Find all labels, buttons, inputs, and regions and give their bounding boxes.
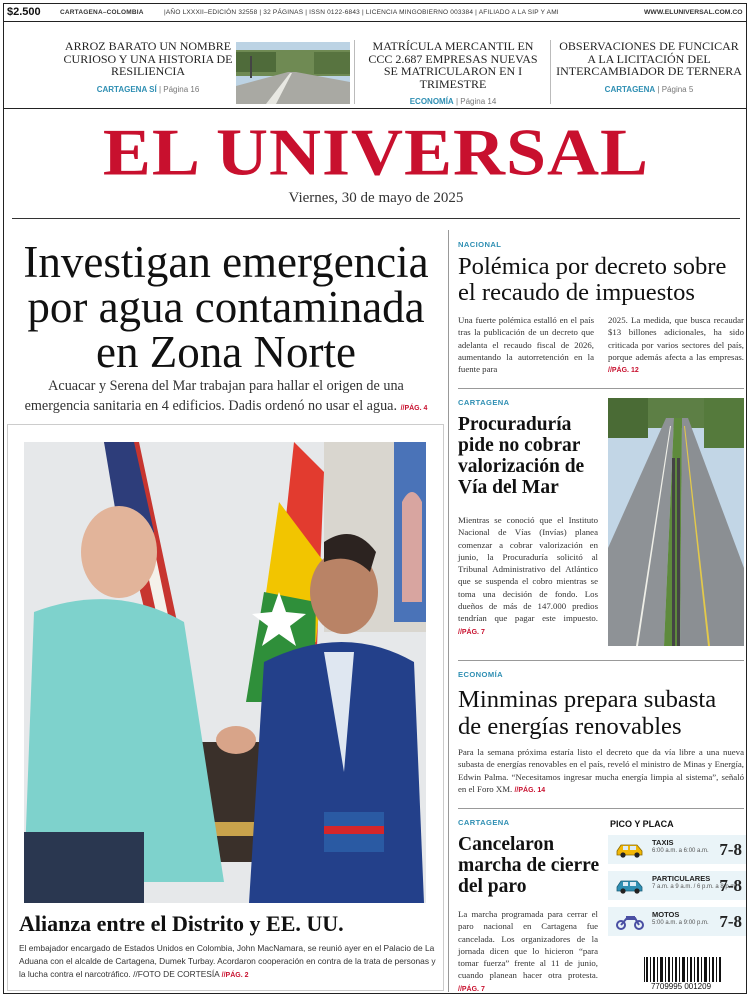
- edition-info: |AÑO LXXXII–EDICIÓN 32558 | 32 PÁGINAS | ISSN 0122-6843 | LICENCIA MINGOBIERNO 003384 | AFILIADO A LA SIP Y AMI: [164, 9, 559, 16]
- barcode-number: 7709995 001209: [636, 982, 726, 991]
- motorcycle-icon: [614, 912, 646, 930]
- teaser-arroz-barato[interactable]: [60, 40, 236, 96]
- pico-y-placa-box: [608, 819, 746, 945]
- city-label: CARTAGENA–COLOMBIA: [60, 9, 144, 16]
- photo-caption: [19, 942, 439, 982]
- handshake-photo[interactable]: [24, 442, 426, 903]
- national-body-col2: [608, 314, 744, 377]
- kicker-economia: ECONOMÍA: [458, 670, 503, 679]
- pyp-row-particulares: [608, 871, 746, 900]
- pyp-label: PARTICULARES: [652, 874, 711, 883]
- procuraduria-headline[interactable]: Procuraduría pide no cobrar valorización de Vía del Mar: [458, 414, 585, 498]
- front-page: [3, 3, 747, 994]
- page-ref[interactable]: //PÁG. 12: [608, 367, 639, 375]
- teaser-section: ECONOMÍA: [409, 97, 454, 106]
- national-headline[interactable]: Polémica por decreto sobre el recaudo de impuestos: [458, 253, 727, 306]
- lead-headline[interactable]: Investigan emergencia por agua contaminada en Zona Norte: [23, 237, 429, 377]
- pyp-label: TAXIS: [652, 838, 674, 847]
- dateline: Viernes, 30 de mayo de 2025: [288, 190, 464, 206]
- pyp-hours: 6:00 a.m. a 6:00 a.m.: [652, 848, 709, 854]
- highway-illustration: [608, 398, 744, 646]
- page-ref[interactable]: //PÁG. 7: [458, 628, 485, 636]
- lead-subtitle-text: Acuacar y Serena del Mar trabajan para hallar el origen de una emergencia sanitaria en 4 edificios. Dadis ordenó no usar el agua.: [24, 378, 404, 414]
- caption-text: El embajador encargado de Estados Unidos en Colombia, John MacNamara, se reunió ayer en el Palacio de La Aduana con el alcalde de Cartagena, Dumek Turbay. Acordaron cooperación en contra de la trata de personas y la lucha contra el narcotráfico.: [19, 943, 436, 979]
- pyp-hours: 7 a.m. a 9 a.m. / 6 p.m. a 8 p.m.: [652, 884, 738, 890]
- road-photo-thumb: [236, 42, 350, 104]
- teaser-funcicar[interactable]: [556, 40, 742, 96]
- page-ref[interactable]: //PÁG. 4: [400, 405, 428, 412]
- page-ref[interactable]: //PÁG. 7: [458, 985, 485, 993]
- teaser-matricula[interactable]: [360, 40, 546, 109]
- pyp-row-motos: [608, 907, 746, 936]
- lead-subtitle: [16, 376, 436, 419]
- taxi-icon: [614, 840, 646, 858]
- kicker-cartagena: CARTAGENA: [458, 398, 510, 407]
- paro-body: [458, 908, 598, 994]
- photo-credit: //FOTO DE CORTESÍA: [133, 969, 220, 979]
- teaser-title: ARROZ BARATO UN NOMBRE CURIOSO Y UNA HISTORIA DE RESILIENCIA: [63, 39, 233, 78]
- teaser-page: | Página 16: [158, 84, 200, 94]
- top-strip: [4, 4, 747, 22]
- kicker-cartagena-paro: CARTAGENA: [458, 818, 510, 827]
- paro-headline[interactable]: Cancelaron marcha de cierre del paro: [458, 834, 600, 897]
- page-ref[interactable]: //PÁG. 2: [221, 972, 249, 979]
- teaser-section: CARTAGENA: [604, 84, 656, 94]
- minminas-headline[interactable]: Minminas prepara subasta de energías renovables: [458, 686, 717, 740]
- teaser-section: CARTAGENA SÍ: [96, 84, 157, 94]
- pyp-row-taxis: [608, 835, 746, 864]
- paro-body-text: La marcha programada para cerrar el paro nacional en Cartagena fue cancelada. Los organizadores de la jornada dicen que lo hicieron “para tomar fuerza” frente al 11 de junio, cuando planean hacer otra protesta.: [458, 909, 598, 981]
- national-body-col1: Una fuerte polémica estalló en el país tras la publicación de un decreto que adelanta el recaudo fiscal de 2026, aumentando la autorretención en la fuente para: [458, 315, 594, 375]
- minminas-body-text: Para la semana próxima estaría listo el decreto que da vía libre a una nueva subasta de energías renovables en el país, reveló el ministro de Minas y Energía, Edwin Palma. “Necesitamos ingresar mucha energía limpia al sistema”, señaló en el Foro XM.: [458, 747, 744, 794]
- highway-photo[interactable]: [608, 398, 744, 646]
- pyp-digits: 7-8: [719, 912, 742, 931]
- photo-story-headline[interactable]: Alianza entre el Distrito y EE. UU.: [19, 911, 344, 936]
- national-body-text: 2025. La medida, que busca recaudar $13 billones adicionales, ha sido criticada por varios sectores del país, porque además afecta a las empresas.: [608, 315, 744, 362]
- pyp-digits: 7-8: [719, 876, 742, 895]
- kicker-nacional: NACIONAL: [458, 240, 502, 249]
- page-ref[interactable]: //PÁG. 14: [514, 786, 546, 794]
- teaser-page: | Página 14: [455, 97, 497, 106]
- masthead-logo[interactable]: EL UNIVERSAL: [102, 114, 650, 190]
- pyp-label: MOTOS: [652, 910, 680, 919]
- minminas-body: [458, 746, 744, 797]
- website-link[interactable]: WWW.ELUNIVERSAL.COM.CO: [644, 9, 743, 16]
- pico-y-placa-header: PICO Y PLACA: [610, 819, 674, 829]
- teaser-title: OBSERVACIONES DE FUNCICAR A LA LICITACIÓN DEL INTERCAMBIADOR DE TERNERA: [556, 39, 742, 78]
- handshake-illustration: [24, 442, 426, 903]
- pyp-hours: 5:00 a.m. a 9:00 p.m.: [652, 920, 709, 926]
- pyp-digits: 7-8: [719, 840, 742, 859]
- car-icon: [614, 876, 646, 894]
- procuraduria-body: [458, 514, 598, 639]
- procuraduria-body-text: Mientras se conoció que el Instituto Nacional de Vías (Invías) planea comenzar a cobrar valorización en junio, la Procuraduría solicitó al Tribunal Administrativo del Atlántico que se suspenda el cobro mientras se toma una decisión de fondo. Los dueños de más de 147.000 predios tendrían que pagar este impuesto.: [458, 515, 598, 624]
- teaser-page: | Página 5: [657, 84, 694, 94]
- cover-price: $2.500: [7, 6, 41, 18]
- teaser-road-thumbnail[interactable]: [236, 42, 350, 104]
- teaser-title: MATRÍCULA MERCANTIL EN CCC 2.687 EMPRESAS NUEVAS SE MATRICULARON EN I TRIMESTRE: [368, 39, 538, 91]
